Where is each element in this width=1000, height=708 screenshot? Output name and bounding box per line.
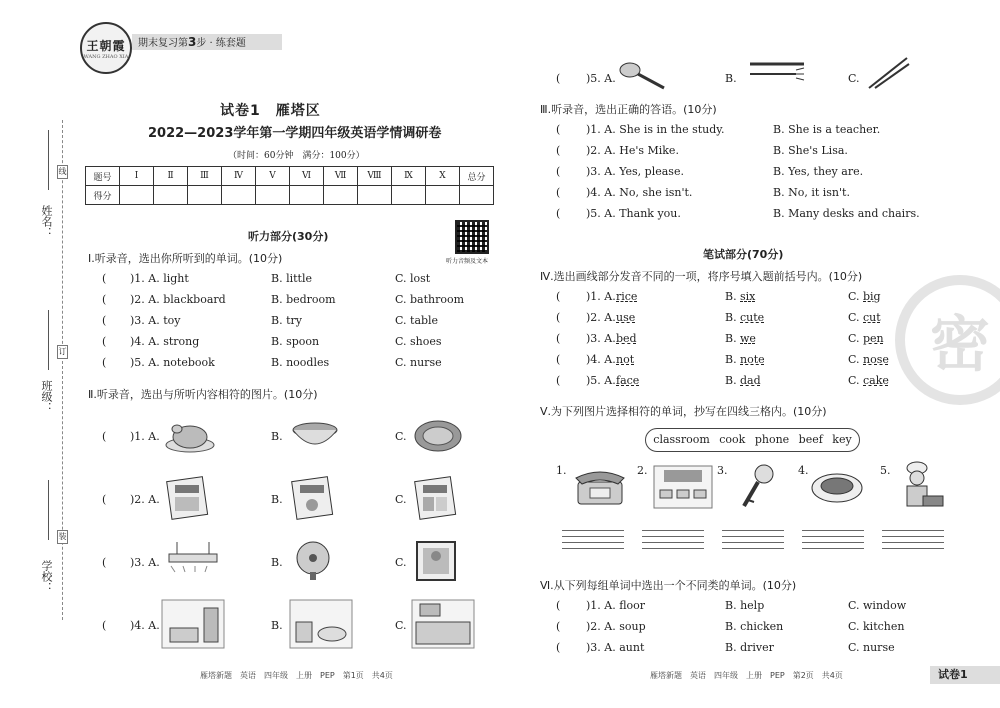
score-cell[interactable] <box>256 186 290 205</box>
option-c: C. bathroom <box>395 293 465 306</box>
option-b: B. No, it isn't. <box>773 186 850 199</box>
option-a: )2. A. soup <box>586 620 646 633</box>
pic-num: 2. <box>637 464 648 477</box>
option-a: )3. A. toy <box>130 314 181 327</box>
list-item: ( <box>556 332 561 345</box>
list-item: ( <box>556 620 561 633</box>
key-icon <box>738 462 778 512</box>
exam-title: 2022—2023学年第一学期四年级英语学情调研卷 <box>148 126 442 141</box>
option-a: )5. A. Thank you. <box>586 207 681 220</box>
list-item: ( <box>556 72 561 85</box>
option-c: C. nurse <box>848 641 895 654</box>
list-item: ( <box>556 311 561 324</box>
score-row-label: 题号 <box>86 167 120 186</box>
soup-bowl-icon <box>290 418 340 454</box>
option-a: )2. A. blackboard <box>130 293 226 306</box>
listening-title: 听力部分(30分) <box>248 230 329 243</box>
kitchen-scene-icon <box>410 598 476 650</box>
option-a-word: bed <box>616 332 637 345</box>
list-item: ( <box>556 353 561 366</box>
option-c-word: big <box>863 290 881 303</box>
writing-lines[interactable] <box>722 530 784 552</box>
option-b: B. noodles <box>271 356 330 369</box>
option-b-word: cute <box>740 311 765 324</box>
score-cell[interactable] <box>460 186 494 205</box>
chef-icon <box>895 460 945 514</box>
score-cell[interactable] <box>188 186 222 205</box>
option-c-prefix: C. <box>848 290 860 303</box>
logo-subtext: WANG ZHAO XIA <box>83 53 129 60</box>
list-item: ( <box>102 314 107 327</box>
exam-meta: （时间：60分钟 满分：100分） <box>228 151 365 161</box>
option-a: )2. A. He's Mike. <box>586 144 679 157</box>
option-a: )4. A. No, she isn't. <box>586 186 693 199</box>
option-b: B. <box>271 493 283 506</box>
school-label: 学校： <box>40 560 53 593</box>
picture-frame-icon <box>413 538 459 584</box>
option-c: C. <box>395 619 407 632</box>
cut-mark: 订 <box>57 345 68 359</box>
score-cell[interactable] <box>120 186 154 205</box>
class-label: 班级： <box>40 380 53 413</box>
option-b: B. <box>725 72 737 85</box>
option-b: B. Many desks and chairs. <box>773 207 920 220</box>
page-tab: 试卷1 <box>930 666 1000 684</box>
score-col: Ⅹ <box>426 167 460 186</box>
score-cell[interactable] <box>154 186 188 205</box>
cut-mark: 装 <box>57 530 68 544</box>
option-c-word: pen <box>863 332 884 345</box>
option-b: B. little <box>271 272 312 285</box>
option-b: B. She's Lisa. <box>773 144 848 157</box>
option-a-prefix: )5. A. <box>586 374 616 387</box>
spoon-icon <box>618 60 668 90</box>
paper-title: 试卷1 雁塔区 <box>220 103 321 119</box>
option-b-word: note <box>740 353 765 366</box>
list-item: ( <box>556 144 561 157</box>
list-item: ( <box>556 207 561 220</box>
option-c-prefix: C. <box>848 353 860 366</box>
list-item: ( <box>556 641 561 654</box>
score-col: Ⅲ <box>188 167 222 186</box>
option-b: B. bedroom <box>271 293 336 306</box>
series-suffix: 步 · 练套题 <box>196 38 246 49</box>
score-cell[interactable] <box>222 186 256 205</box>
bedroom-scene-icon <box>160 598 226 650</box>
score-row-label: 得分 <box>86 186 120 205</box>
option-c: C. <box>395 556 407 569</box>
option-b: B. <box>271 430 283 443</box>
option-b-prefix: B. <box>725 374 737 387</box>
series-header <box>132 34 282 50</box>
list-item: ( <box>102 556 107 569</box>
option-a: )5. A. <box>586 72 616 85</box>
option-c: C. nurse <box>395 356 442 369</box>
option-a: )2. A. <box>130 493 160 506</box>
pic-num: 4. <box>798 464 809 477</box>
class-field[interactable] <box>48 310 49 370</box>
option-a: )3. A. <box>130 556 160 569</box>
option-c-prefix: C. <box>848 311 860 324</box>
option-b-prefix: B. <box>725 311 737 324</box>
roast-chicken-icon <box>165 415 215 455</box>
writing-lines[interactable] <box>882 530 944 552</box>
list-item: ( <box>556 374 561 387</box>
list-item: ( <box>556 599 561 612</box>
option-c: C. <box>395 430 407 443</box>
list-item: ( <box>556 165 561 178</box>
classroom-icon <box>650 462 716 512</box>
fork-and-knife-icon <box>746 58 808 82</box>
noodle-bowl-icon <box>413 416 463 456</box>
score-col: Ⅳ <box>222 167 256 186</box>
option-b-prefix: B. <box>725 290 737 303</box>
option-c: C. <box>395 493 407 506</box>
list-item: ( <box>102 493 107 506</box>
option-a: )3. A. Yes, please. <box>586 165 684 178</box>
score-cell[interactable] <box>358 186 392 205</box>
option-a: )1. A. light <box>130 272 189 285</box>
score-col: Ⅰ <box>120 167 154 186</box>
option-a: )1. A. <box>130 430 160 443</box>
section-3-head: Ⅲ.听录音，选出正确的答语。(10分) <box>540 103 717 116</box>
option-a-word: rice <box>616 290 638 303</box>
score-col: Ⅶ <box>324 167 358 186</box>
section-2-head: Ⅱ.听录音，选出与所听内容相符的图片。(10分) <box>88 388 318 401</box>
option-b: B. She is a teacher. <box>773 123 881 136</box>
option-c: C. window <box>848 599 907 612</box>
fan-icon <box>290 538 336 584</box>
option-a-word: not <box>616 353 635 366</box>
option-c-prefix: C. <box>848 332 860 345</box>
writing-lines[interactable] <box>642 530 704 552</box>
option-b: B. help <box>725 599 765 612</box>
list-item: ( <box>556 186 561 199</box>
option-a-prefix: )1. A. <box>586 290 616 303</box>
score-cell[interactable] <box>426 186 460 205</box>
score-cell[interactable] <box>324 186 358 205</box>
list-item: ( <box>556 123 561 136</box>
list-item: ( <box>102 293 107 306</box>
chopsticks-icon <box>865 56 911 90</box>
list-item: ( <box>556 290 561 303</box>
option-b: B. <box>271 619 283 632</box>
telephone-icon <box>570 464 630 508</box>
option-a: )1. A. floor <box>586 599 646 612</box>
option-b: B. spoon <box>271 335 320 348</box>
option-b-word: six <box>740 290 756 303</box>
option-a-prefix: )4. A. <box>586 353 616 366</box>
list-item: ( <box>102 272 107 285</box>
option-c-word: nose <box>863 353 889 366</box>
page-footer: 雁塔新题 英语 四年级 上册 PEP 第2页 共4页 <box>650 671 843 680</box>
score-col: Ⅱ <box>154 167 188 186</box>
option-c-word: cake <box>863 374 889 387</box>
option-a: )1. A. She is in the study. <box>586 123 725 136</box>
writing-lines[interactable] <box>802 530 864 552</box>
option-c-prefix: C. <box>848 374 860 387</box>
list-item: ( <box>102 335 107 348</box>
score-col: Ⅸ <box>392 167 426 186</box>
confidential-watermark: 密 <box>895 275 1000 405</box>
option-a-word: use <box>616 311 636 324</box>
option-b-word: dad <box>740 374 761 387</box>
section-4-head: Ⅳ.选出画线部分发音不同的一项，将序号填入题前括号内。(10分) <box>540 270 863 283</box>
binding-margin <box>0 0 72 708</box>
list-item: ( <box>102 430 107 443</box>
menu-book-icon <box>290 475 336 521</box>
score-cell[interactable] <box>392 186 426 205</box>
writing-lines[interactable] <box>562 530 624 552</box>
word-bank: classroom cook phone beef key <box>645 428 860 452</box>
beef-plate-icon <box>810 466 864 506</box>
option-a-word: face <box>616 374 640 387</box>
option-b-prefix: B. <box>725 353 737 366</box>
score-table-score-row <box>86 186 494 205</box>
option-b-prefix: B. <box>725 332 737 345</box>
option-b: B. driver <box>725 641 774 654</box>
pic-num: 3. <box>717 464 728 477</box>
written-title: 笔试部分(70分) <box>703 248 784 261</box>
section-5-head: Ⅴ.为下列图片选择相符的单词，抄写在四线三格内。(10分) <box>540 405 827 418</box>
bathroom-scene-icon <box>288 598 354 650</box>
score-col: Ⅷ <box>358 167 392 186</box>
pic-num: 5. <box>880 464 891 477</box>
name-field[interactable] <box>48 130 49 190</box>
option-a: )5. A. notebook <box>130 356 215 369</box>
binding-cut-line <box>62 120 63 620</box>
score-table <box>85 166 494 205</box>
page-footer: 雁塔新题 英语 四年级 上册 PEP 第1页 共4页 <box>200 671 393 680</box>
name-label: 姓名： <box>40 205 53 238</box>
score-cell[interactable] <box>290 186 324 205</box>
school-field[interactable] <box>48 480 49 540</box>
pic-num: 1. <box>556 464 567 477</box>
option-a: )4. A. strong <box>130 335 200 348</box>
option-b: B. Yes, they are. <box>773 165 864 178</box>
option-c: C. kitchen <box>848 620 905 633</box>
menu-book-icon <box>413 475 459 521</box>
option-a-prefix: )3. A. <box>586 332 616 345</box>
menu-book-icon <box>165 475 211 521</box>
option-b: B. try <box>271 314 302 327</box>
qr-label: 听力音频及文本 <box>446 258 489 265</box>
logo-text: 王朝霞 <box>86 38 126 53</box>
option-b-word: we <box>740 332 756 345</box>
series-prefix: 期末复习第 <box>138 38 188 49</box>
score-col: Ⅴ <box>256 167 290 186</box>
option-c-word: cut <box>863 311 881 324</box>
cut-mark: 线 <box>57 165 68 179</box>
section-1-head: Ⅰ.听录音，选出你所听到的单词。(10分) <box>88 252 283 265</box>
option-a-prefix: )2. A. <box>586 311 616 324</box>
list-item: ( <box>102 356 107 369</box>
option-b: B. <box>271 556 283 569</box>
option-c: C. <box>848 72 860 85</box>
option-c: C. table <box>395 314 439 327</box>
score-col: Ⅵ <box>290 167 324 186</box>
list-item: ( <box>102 619 107 632</box>
option-a: )3. A. aunt <box>586 641 645 654</box>
series-step: 3 <box>188 35 197 49</box>
ceiling-lamp-icon <box>165 540 221 576</box>
score-col: 总分 <box>460 167 494 186</box>
section-6-head: Ⅵ.从下列每组单词中选出一个不同类的单词。(10分) <box>540 579 797 592</box>
brand-logo <box>80 22 132 74</box>
option-b: B. chicken <box>725 620 784 633</box>
qr-code[interactable] <box>455 220 489 254</box>
option-c: C. shoes <box>395 335 442 348</box>
option-c: C. lost <box>395 272 431 285</box>
score-table-header-row <box>86 167 494 186</box>
option-a: )4. A. <box>130 619 160 632</box>
